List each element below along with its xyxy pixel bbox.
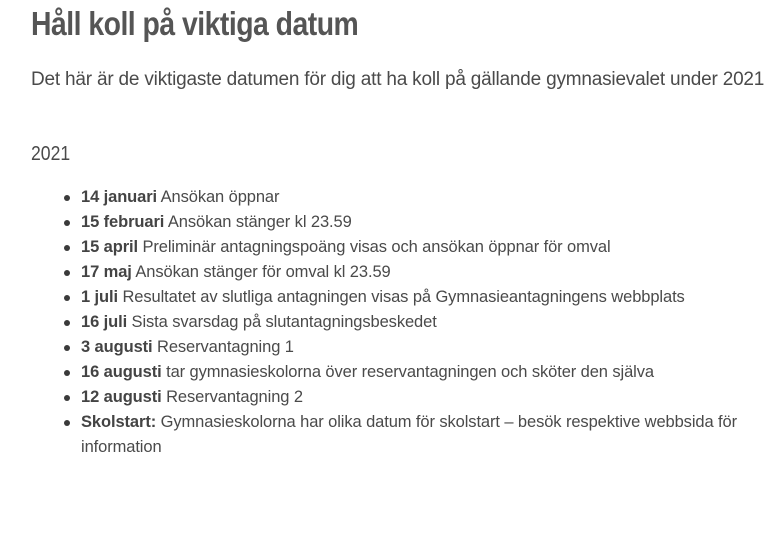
date-description: Ansökan stänger kl 23.59 [164,213,352,231]
list-item [81,285,771,310]
date-label: 17 maj [81,263,132,281]
important-dates-list [31,185,771,460]
bullet-icon [64,395,70,401]
list-item [81,235,771,260]
bullet-icon [64,320,70,326]
list-item [81,335,771,360]
date-description: Reservantagning 1 [152,338,294,356]
date-description: Ansökan öppnar [157,188,280,206]
date-label: Skolstart: [81,413,157,431]
date-label: 12 augusti [81,388,162,406]
bullet-icon [64,220,70,226]
bullet-icon [64,420,70,426]
date-description: Resultatet av slutliga antagningen visas på Gymnasieantagningens webbplats [118,288,685,306]
date-description: Ansökan stänger för omval kl 23.59 [131,263,391,281]
date-label: 16 augusti [81,363,162,381]
bullet-icon [64,195,70,201]
date-label: 15 februari [81,213,165,231]
bullet-icon [64,245,70,251]
bullet-icon [64,345,70,351]
date-description: tar gymnasieskolorna över reservantagningen och sköter den själva [161,363,654,381]
year-heading: 2021 [31,143,71,165]
list-item [81,360,771,385]
list-item [81,310,771,335]
bullet-icon [64,370,70,376]
date-label: 16 juli [81,313,128,331]
page-content [31,0,771,460]
intro-text: Det här är de viktigaste datumen för dig att ha koll på gällande gymnasievalet under 2021 [31,69,765,90]
list-item [81,385,771,410]
list-item [81,260,771,285]
date-label: 1 juli [81,288,118,306]
date-label: 15 april [81,238,138,256]
date-label: 14 januari [81,188,158,206]
date-label: 3 augusti [81,338,153,356]
date-description: Gymnasieskolorna har olika datum för skolstart – besök respektive webbsida för information [81,413,737,456]
bullet-icon [64,295,70,301]
page-title: Håll koll på viktiga datum [31,5,359,42]
bullet-icon [64,270,70,276]
date-description: Preliminär antagningspoäng visas och ansökan öppnar för omval [137,238,611,256]
list-item [81,410,771,460]
list-item [81,185,771,210]
date-description: Reservantagning 2 [161,388,303,406]
date-description: Sista svarsdag på slutantagningsbeskedet [127,313,437,331]
list-item [81,210,771,235]
